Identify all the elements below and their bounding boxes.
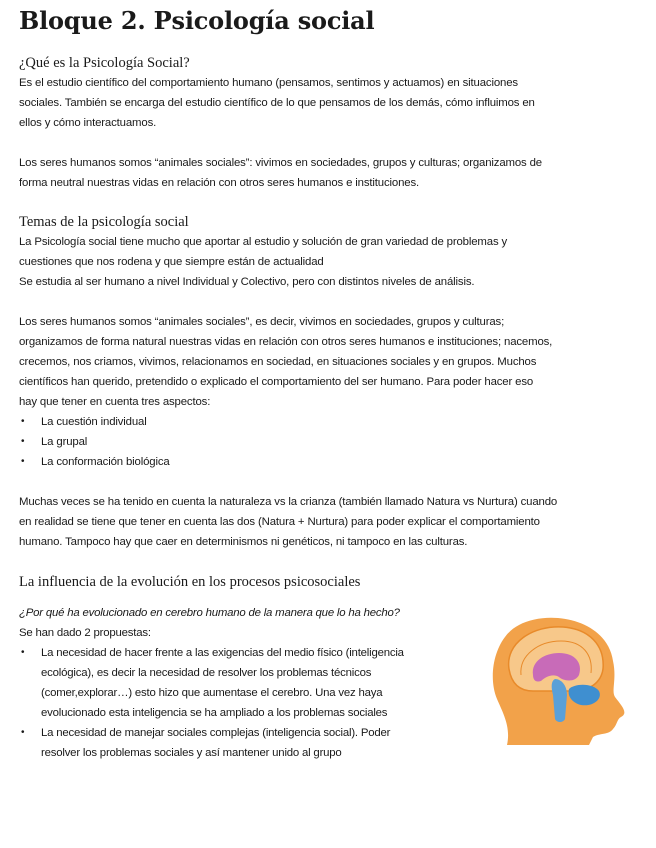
paragraph-line: Muchas veces se ha tenido en cuenta la naturaleza vs la crianza (también llamado Natura vs Nurtura) cuando	[19, 496, 558, 508]
list-item-line: resolver los problemas sociales y así mantener unido al grupo	[41, 747, 342, 759]
paragraph-line: organizamos de forma natural nuestras vidas en relación con otros seres humanos e instituciones; nacemos,	[19, 336, 553, 348]
list-item: • La conformación biológica	[19, 452, 631, 472]
paragraph-line: humano. Tampoco hay que caer en determinismos ni genéticos, ni tampoco en las culturas.	[19, 536, 468, 548]
paragraph-line: Se estudia al ser humano a nivel Individual y Colectivo, pero con distintos niveles de análisis.	[19, 276, 475, 288]
list-item-line: La necesidad de manejar sociales complejas (inteligencia social). Poder	[41, 727, 391, 739]
list-item-line: evolucionado esta inteligencia se ha ampliado a los problemas sociales	[41, 707, 388, 719]
section-heading: ¿Qué es la Psicología Social?	[19, 55, 190, 71]
section-topics	[19, 213, 631, 552]
page-title: Bloque 2. Psicología social	[19, 6, 375, 35]
paragraph-line: Es el estudio científico del comportamiento humano (pensamos, sentimos y actuamos) en situaciones	[19, 77, 518, 89]
paragraph-line: Los seres humanos somos “animales sociales”: vivimos en sociedades, grupos y culturas; organizamos de	[19, 157, 542, 169]
paragraph-line: sociales. También se encarga del estudio científico de lo que pensamos de los demás, cómo influimos en	[19, 97, 535, 109]
paragraph-line: hay que tener en cuenta tres aspectos:	[19, 396, 211, 408]
section-heading: La influencia de la evolución en los procesos psicosociales	[19, 574, 361, 590]
paragraph-line: crecemos, nos criamos, vivimos, relacionamos en sociedad, en situaciones sociales y en grupos. Muchos	[19, 356, 537, 368]
paragraph-line: en realidad se tiene que tener en cuenta las dos (Natura + Nurtura) para poder explicar el comportamiento	[19, 516, 540, 528]
question-line: ¿Por qué ha evolucionado en cerebro humano de la manera que lo ha hecho?	[19, 607, 400, 619]
paragraph-line: cuestiones que nos rodena y que siempre están de actualidad	[19, 256, 324, 268]
list-item-line: (comer,explorar…) esto hizo que aumentase el cerebro. Una vez haya	[41, 687, 383, 699]
paragraph-line: Se han dado 2 propuestas:	[19, 627, 151, 639]
list-item: • La cuestión individual	[19, 412, 631, 432]
list-item-line: ecológica), es decir la necesidad de resolver los problemas técnicos	[41, 667, 372, 679]
paragraph-line: ellos y cómo interactuamos.	[19, 117, 157, 129]
paragraph-line: Los seres humanos somos “animales sociales”, es decir, vivimos en sociedades, grupos y culturas;	[19, 316, 505, 328]
paragraph-line: La Psicología social tiene mucho que aportar al estudio y solución de gran variedad de problemas y	[19, 236, 508, 248]
section-heading: Temas de la psicología social	[19, 214, 189, 230]
paragraph-line: forma neutral nuestras vidas en relación con otros seres humanos e instituciones.	[19, 177, 420, 189]
section-what-is	[19, 54, 631, 193]
paragraph-line: científicos han querido, pretendido o explicado el comportamiento del ser humano. Para poder hacer eso	[19, 376, 534, 388]
aspects-list	[19, 412, 631, 472]
list-item: • La grupal	[19, 432, 631, 452]
brain-illustration	[489, 615, 639, 745]
list-item-line: La necesidad de hacer frente a las exigencias del medio físico (inteligencia	[41, 647, 404, 659]
